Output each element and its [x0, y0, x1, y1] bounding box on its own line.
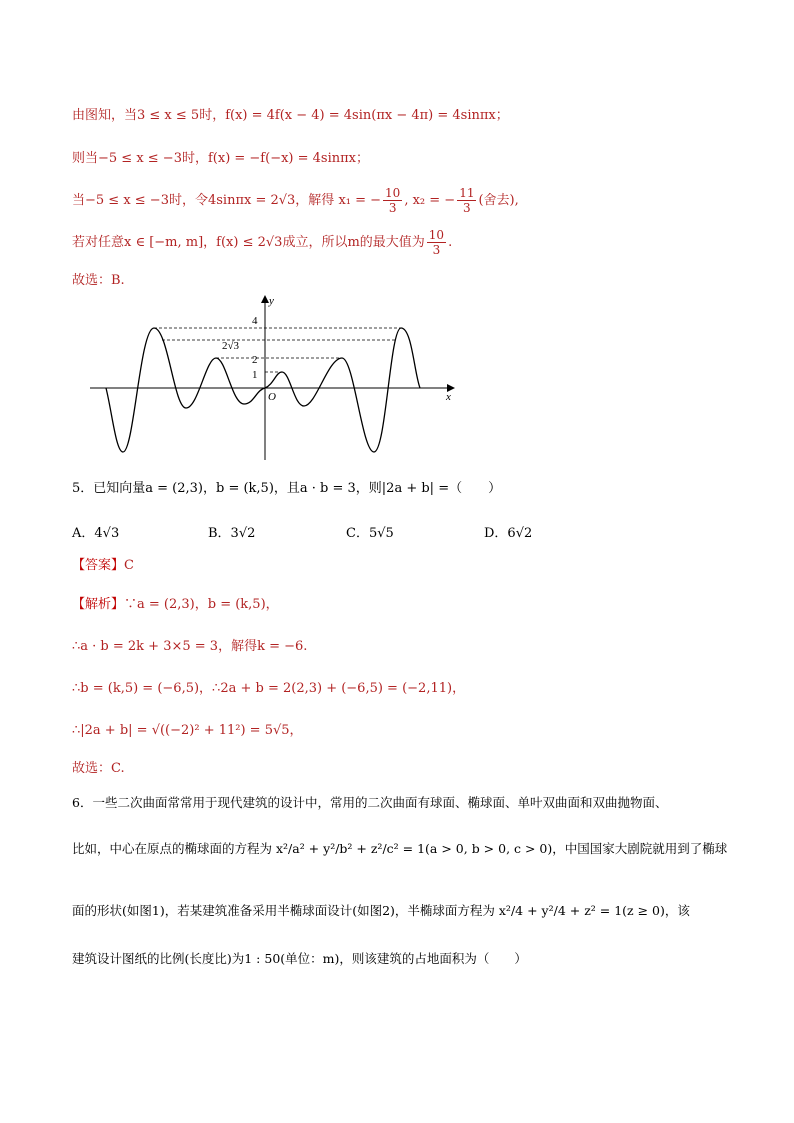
tick-label-4: 4 — [252, 315, 258, 327]
fraction-numerator: 10 — [385, 186, 401, 200]
q5-choice — [72, 760, 125, 778]
solution-line-3-text: 当−5 ≤ x ≤ −3时，令4sinπx = 2√3，解得 — [72, 193, 335, 208]
fraction-numerator: 10 — [428, 228, 445, 242]
solution-line-1-text: 由图知，当3 ≤ x ≤ 5时，f(x) = 4f(x − 4) = 4sin(πx − 4π) = 4sinπx； — [72, 108, 509, 123]
solution-choice — [72, 272, 125, 290]
fraction-11-3 — [457, 186, 476, 215]
x1-label: x₁ = − — [338, 193, 382, 208]
function-graph — [88, 292, 468, 464]
solution-line-2 — [72, 150, 369, 168]
y-axis-label: y — [269, 295, 274, 307]
tick-label-2: 2 — [252, 354, 258, 366]
q6-line-1 — [72, 794, 667, 812]
q5-choice-text: 故选：C. — [72, 761, 125, 776]
function-curve — [106, 328, 420, 452]
origin-label: O — [268, 391, 276, 403]
discard-note: (舍去), — [478, 193, 519, 208]
answer-label: 【答案】 — [72, 558, 125, 573]
q5-option-c: C．5√5 — [346, 526, 394, 541]
q5-analysis-2 — [72, 638, 307, 656]
solution-choice-text: 故选：B. — [72, 273, 125, 288]
x-axis-label: x — [446, 391, 451, 403]
solution-line-2-text: 则当−5 ≤ x ≤ −3时，f(x) = −f(−x) = 4sinπx； — [72, 151, 369, 166]
q6-line-4 — [72, 950, 527, 968]
analysis-label: 【解析】 — [72, 597, 125, 612]
analysis-line-1-text: ∵a = (2,3)，b = (k,5)， — [124, 597, 279, 612]
analysis-line-4-text: ∴|2a + b| = √((−2)² + 11²) = 5√5， — [72, 723, 303, 738]
solution-line-4 — [72, 228, 452, 257]
q5-stem-text: 5．已知向量a = (2,3)，b = (k,5)，且a · b = 3，则|2a + b| =（ ） — [72, 481, 502, 496]
q5-option-d: D．6√2 — [484, 526, 533, 541]
solution-line-1 — [72, 107, 509, 125]
q6-line-4-text: 建筑设计图纸的比例(长度比)为1 : 50(单位：m)，则该建筑的占地面积为（ ） — [72, 951, 527, 966]
x2-label: , x₂ = − — [404, 193, 456, 208]
tick-label-1: 1 — [252, 369, 258, 381]
q5-answer — [72, 557, 134, 575]
fraction-numerator: 11 — [459, 186, 475, 200]
analysis-line-3-text: ∴b = (k,5) = (−6,5)，∴2a + b = 2(2,3) + (−6,5) = (−2,11)， — [72, 681, 466, 696]
q6-line-1-text: 6．一些二次曲面常常用于现代建筑的设计中，常用的二次曲面有球面、椭球面、单叶双曲面和双曲抛物面、 — [72, 795, 668, 810]
analysis-line-2-text: ∴a · b = 2k + 3×5 = 3，解得k = −6. — [72, 639, 308, 654]
fraction-denominator: 3 — [432, 243, 441, 257]
fraction-denominator: 3 — [388, 201, 397, 215]
q5-option-b: B．3√2 — [208, 526, 256, 541]
q6-line-2 — [72, 840, 727, 858]
q6-line-3 — [72, 902, 690, 920]
q5-option-a: A．4√3 — [72, 526, 120, 541]
solution-line-4-text: 若对任意x ∈ [−m, m]，f(x) ≤ 2√3成立，所以m的最大值为 — [72, 235, 425, 250]
q5-analysis-4 — [72, 722, 303, 740]
answer-value: C — [124, 558, 134, 573]
fraction-max-m — [427, 228, 446, 257]
fraction-10-3 — [383, 186, 402, 215]
solution-line-3 — [72, 186, 519, 215]
q6-line-3-text: 面的形状(如图1)，若某建筑准备采用半椭球面设计(如图2)，半椭球面方程为 x²/4 + y²/4 + z² = 1(z ≥ 0)，该 — [72, 903, 690, 918]
q5-analysis-1 — [72, 596, 279, 614]
q6-line-2-text: 比如，中心在原点的椭球面的方程为 x²/a² + y²/b² + z²/c² = 1(a > 0, b > 0, c > 0)，中国国家大剧院就用到了椭球 — [72, 841, 728, 856]
dashed-reference-lines — [154, 328, 401, 372]
period: . — [448, 235, 453, 250]
tick-label-2sqrt3: 2√3 — [222, 340, 240, 352]
q5-analysis-3 — [72, 680, 465, 698]
q5-stem — [72, 480, 501, 498]
fraction-denominator: 3 — [463, 201, 471, 215]
